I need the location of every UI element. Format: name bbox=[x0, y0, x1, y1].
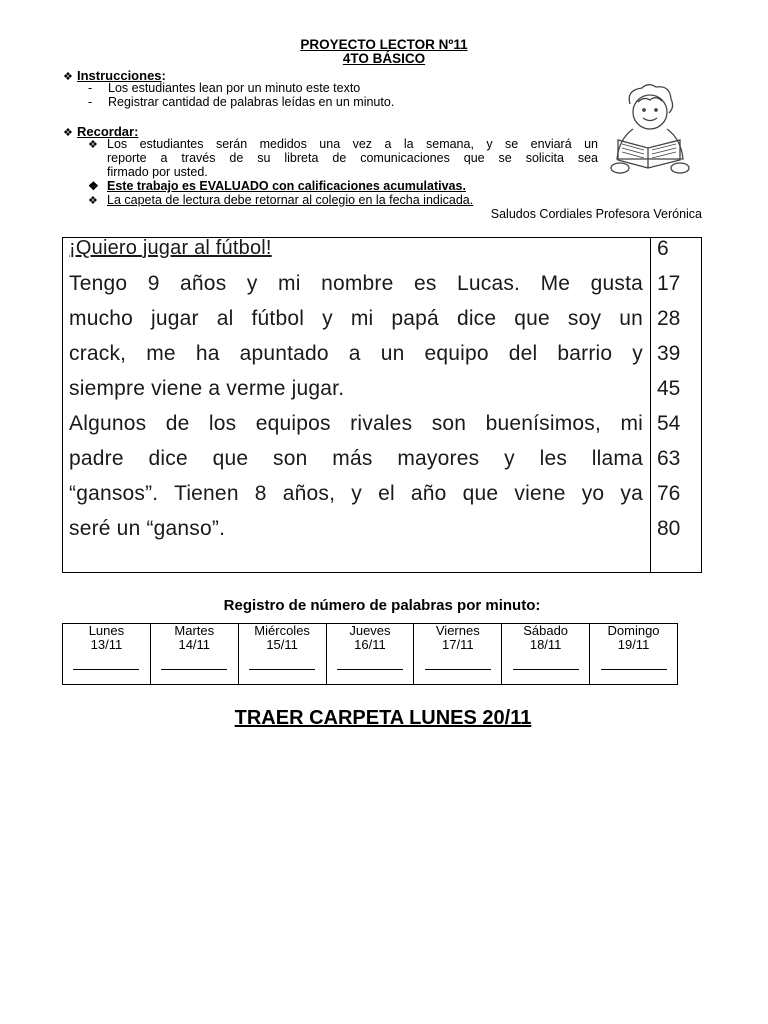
answer-blank[interactable] bbox=[73, 668, 139, 670]
reading-line: mucho jugar al fútbol y mi papá dice que soy un bbox=[69, 307, 643, 330]
word-count: 39 bbox=[657, 342, 681, 365]
instruction-item: - Registrar cantidad de palabras leídas en un minuto. bbox=[88, 95, 395, 109]
signature: Saludos Cordiales Profesora Verónica bbox=[490, 207, 702, 221]
register-table bbox=[62, 623, 678, 685]
diamond-bullet-icon: ❖ bbox=[88, 179, 99, 193]
word-count: 28 bbox=[657, 307, 681, 330]
page-subtitle: 4TO BÁSICO bbox=[342, 51, 426, 66]
register-cell[interactable] bbox=[238, 624, 326, 685]
day-label: Sábado bbox=[523, 623, 569, 638]
date-label: 14/11 bbox=[178, 637, 211, 652]
date-label: 13/11 bbox=[90, 637, 123, 652]
diamond-bullet-icon: ❖ bbox=[88, 195, 98, 207]
reading-line: Tengo 9 años y mi nombre es Lucas. Me gusta bbox=[69, 272, 643, 295]
word-count: 6 bbox=[657, 237, 669, 260]
word-count: 80 bbox=[657, 517, 681, 540]
reading-line: padre dice que son más mayores y les llama bbox=[69, 447, 643, 470]
register-cell[interactable] bbox=[590, 624, 678, 685]
answer-blank[interactable] bbox=[513, 668, 579, 670]
day-label: Miércoles bbox=[254, 623, 310, 638]
reading-line: crack, me ha apuntado a un equipo del barrio y bbox=[69, 342, 643, 365]
register-cell[interactable] bbox=[502, 624, 590, 685]
register-heading: Registro de número de palabras por minuto: bbox=[223, 597, 541, 614]
date-label: 16/11 bbox=[354, 637, 386, 652]
register-cell[interactable] bbox=[150, 624, 238, 685]
reading-line: siempre viene a verme jugar. bbox=[69, 377, 345, 400]
word-count: 54 bbox=[657, 412, 681, 435]
date-label: 19/11 bbox=[617, 637, 650, 652]
register-cell[interactable] bbox=[326, 624, 414, 685]
count-column-divider bbox=[650, 238, 651, 572]
date-label: 18/11 bbox=[529, 637, 562, 652]
reminder-evaluated: ❖ Este trabajo es EVALUADO con calificaciones acumulativas. bbox=[88, 179, 466, 193]
day-label: Domingo bbox=[607, 623, 660, 638]
register-cell[interactable] bbox=[63, 624, 151, 685]
diamond-bullet-icon: ❖ bbox=[63, 71, 73, 83]
answer-blank[interactable] bbox=[425, 668, 491, 670]
reminder-folder: ❖ La capeta de lectura debe retornar al colegio en la fecha indicada. bbox=[88, 193, 474, 207]
word-count: 63 bbox=[657, 447, 681, 470]
diamond-bullet-icon: ❖ bbox=[88, 139, 98, 151]
date-label: 15/11 bbox=[266, 637, 298, 652]
answer-blank[interactable] bbox=[249, 668, 315, 670]
instructions-section: ❖ Instrucciones: bbox=[63, 68, 166, 83]
register-cell[interactable] bbox=[414, 624, 502, 685]
instruction-item: - Los estudiantes lean por un minuto este texto bbox=[88, 81, 361, 95]
day-label: Martes bbox=[174, 623, 215, 638]
word-count: 45 bbox=[657, 377, 681, 400]
answer-blank[interactable] bbox=[337, 668, 403, 670]
page-title: PROYECTO LECTOR Nº11 bbox=[300, 37, 468, 52]
day-label: Viernes bbox=[435, 623, 480, 638]
footer-notice: TRAER CARPETA LUNES 20/11 bbox=[234, 707, 532, 729]
word-count: 17 bbox=[657, 272, 681, 295]
instructions-heading: Instrucciones bbox=[77, 68, 162, 83]
day-label: Jueves bbox=[349, 623, 391, 638]
child-reading-illustration bbox=[600, 82, 700, 177]
reading-line: seré un “ganso”. bbox=[69, 517, 226, 540]
reading-title: ¡Quiero jugar al fútbol! bbox=[69, 237, 272, 259]
diamond-bullet-icon: ❖ bbox=[63, 127, 73, 139]
reminder-heading: Recordar: bbox=[77, 124, 139, 139]
word-count: 76 bbox=[657, 482, 681, 505]
answer-blank[interactable] bbox=[601, 668, 667, 670]
reading-box bbox=[62, 237, 702, 573]
day-label: Lunes bbox=[88, 623, 125, 638]
answer-blank[interactable] bbox=[161, 668, 227, 670]
reading-line: Algunos de los equipos rivales son buenísimos, mi bbox=[69, 412, 643, 435]
date-label: 17/11 bbox=[442, 637, 474, 652]
reading-line: “gansos”. Tienen 8 años, y el año que viene yo ya bbox=[69, 482, 643, 505]
